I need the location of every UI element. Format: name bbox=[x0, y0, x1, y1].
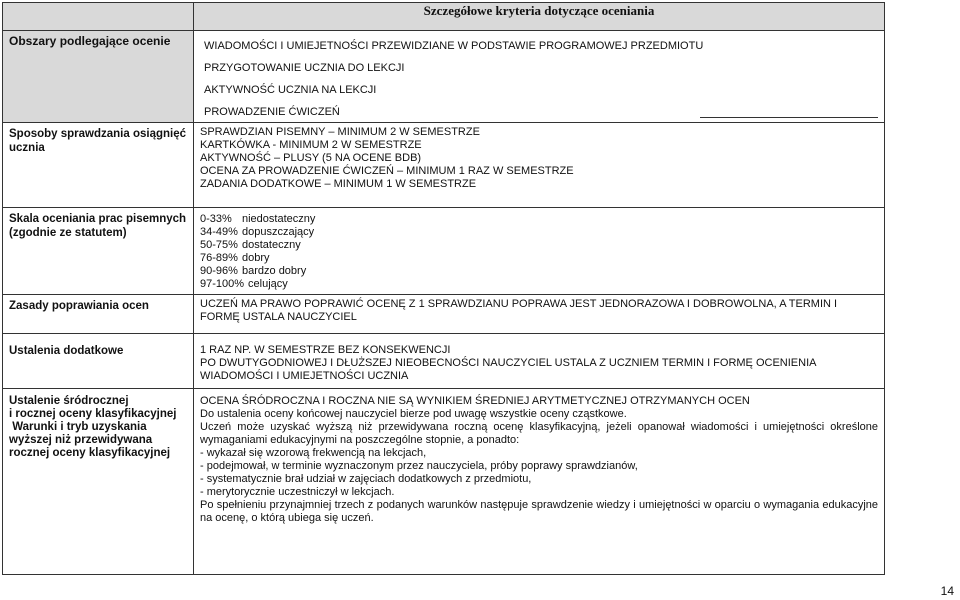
scale-row: 76-89% dobry bbox=[200, 252, 270, 264]
ustalenie-ocen-label: Ustalenie śródrocznej i rocznej oceny klasyfikacyjnej Warunki i tryb uzyskania wyższej niż przewidywana rocznej oceny klasyfikacyjnej bbox=[3, 389, 194, 575]
ocena-line: - systematycznie brał udział w zajęciach dodatkowych z przedmiotu, bbox=[200, 473, 532, 485]
ustalenia-row bbox=[3, 334, 885, 389]
page-number: 14 bbox=[940, 584, 954, 598]
scale-row: 97-100% celujący bbox=[200, 278, 288, 290]
sposoby-item: AKTYWNOŚĆ – PLUSY (5 NA OCENE BDB) bbox=[200, 152, 422, 164]
ocena-line: Do ustalenia oceny końcowej nauczyciel bierze pod uwagę wszystkie oceny cząstkowe. bbox=[200, 408, 627, 420]
page-title: Szczegółowe kryteria dotyczące oceniania bbox=[194, 3, 885, 31]
areas-label: Obszary podlegające ocenie bbox=[3, 31, 194, 123]
sposoby-content bbox=[194, 123, 885, 208]
scale-row: 50-75% dostateczny bbox=[200, 239, 301, 251]
ustalenia-line: 1 RAZ NP. W SEMESTRZE BEZ KONSEKWENCJI bbox=[200, 344, 451, 356]
sposoby-label: Sposoby sprawdzania osiągnięć ucznia bbox=[3, 123, 194, 208]
ustalenia-label: Ustalenia dodatkowe bbox=[3, 334, 194, 389]
skala-content bbox=[194, 208, 885, 295]
ocena-line: - podejmował, w terminie wyznaczonym przez nauczyciela, próby poprawy sprawdzianów, bbox=[200, 460, 638, 472]
title-row bbox=[3, 3, 885, 31]
zasady-row bbox=[3, 295, 885, 334]
skala-label: Skala oceniania prac pisemnych (zgodnie ze statutem) bbox=[3, 208, 194, 295]
ustalenie-ocen-content bbox=[194, 389, 885, 575]
criteria-table bbox=[2, 2, 885, 575]
zasady-label: Zasady poprawiania ocen bbox=[3, 295, 194, 334]
ocena-line: - merytorycznie uczestniczył w lekcjach. bbox=[200, 486, 395, 498]
area-item: PROWADZENIE ĆWICZEŃ bbox=[204, 106, 340, 118]
sposoby-row bbox=[3, 123, 885, 208]
ustalenia-line: PO DWUTYGODNIOWEJ I DŁUŻSZEJ NIEOBECNOŚCI NAUCZYCIEL USTALA Z UCZNIEM TERMIN I FORMĘ OCENIENIA WIADOMOŚCI I UMIEJETNOŚCI UCZNIA bbox=[200, 357, 816, 382]
ocena-line: - wykazał się wzorową frekwencją na lekcjach, bbox=[200, 447, 427, 459]
ocena-line: Po spełnieniu przynajmniej trzech z podanych warunków następuje sprawdzenie wiedzy i umiejętności w oparciu o wymagania edukacyjne na ocenę, o którą ubiega się uczeń. bbox=[200, 499, 878, 524]
scale-row: 0-33% niedostateczny bbox=[200, 213, 316, 225]
ocena-line: Uczeń może uzyskać wyższą niż przewidywana roczną ocenę klasyfikacyjną, jeżeli opanował wiadomości i umiejętności określone wymaganiami edukacyjnymi na poszczególne stopnie, a ponadto: bbox=[200, 421, 878, 446]
ocena-line: OCENA ŚRÓDROCZNA I ROCZNA NIE SĄ WYNIKIEM ŚREDNIEJ ARYTMETYCZNEJ OTRZYMANYCH OCEN bbox=[200, 395, 750, 407]
area-item: PRZYGOTOWANIE UCZNIA DO LEKCJI bbox=[204, 62, 405, 74]
title-left-cell bbox=[3, 3, 194, 31]
skala-row bbox=[3, 208, 885, 295]
areas-row bbox=[3, 31, 885, 123]
sposoby-item: OCENA ZA PROWADZENIE ĆWICZEŃ – MINIMUM 1 RAZ W SEMESTRZE bbox=[200, 165, 574, 177]
sposoby-item: SPRAWDZIAN PISEMNY – MINIMUM 2 W SEMESTRZE bbox=[200, 126, 480, 138]
scale-row: 90-96% bardzo dobry bbox=[200, 265, 307, 277]
areas-content bbox=[194, 31, 885, 123]
ustalenia-content bbox=[194, 334, 885, 389]
ustalenie-ocen-row bbox=[3, 389, 885, 575]
divider-line bbox=[700, 117, 878, 118]
sposoby-item: KARTKÓWKA - MINIMUM 2 W SEMESTRZE bbox=[200, 139, 422, 151]
area-item: WIADOMOŚCI I UMIEJETNOŚCI PRZEWIDZIANE W PODSTAWIE PROGRAMOWEJ PRZEDMIOTU bbox=[204, 40, 704, 52]
zasady-content: UCZEŃ MA PRAWO POPRAWIĆ OCENĘ Z 1 SPRAWDZIANU POPRAWA JEST JEDNORAZOWA I DOBROWOLNA, A TERMIN I FORMĘ USTALA NAUCZYCIEL bbox=[194, 295, 885, 334]
sposoby-item: ZADANIA DODATKOWE – MINIMUM 1 W SEMESTRZE bbox=[200, 178, 477, 190]
scale-row: 34-49% dopuszczający bbox=[200, 226, 315, 238]
area-item: AKTYWNOŚĆ UCZNIA NA LEKCJI bbox=[204, 84, 377, 96]
